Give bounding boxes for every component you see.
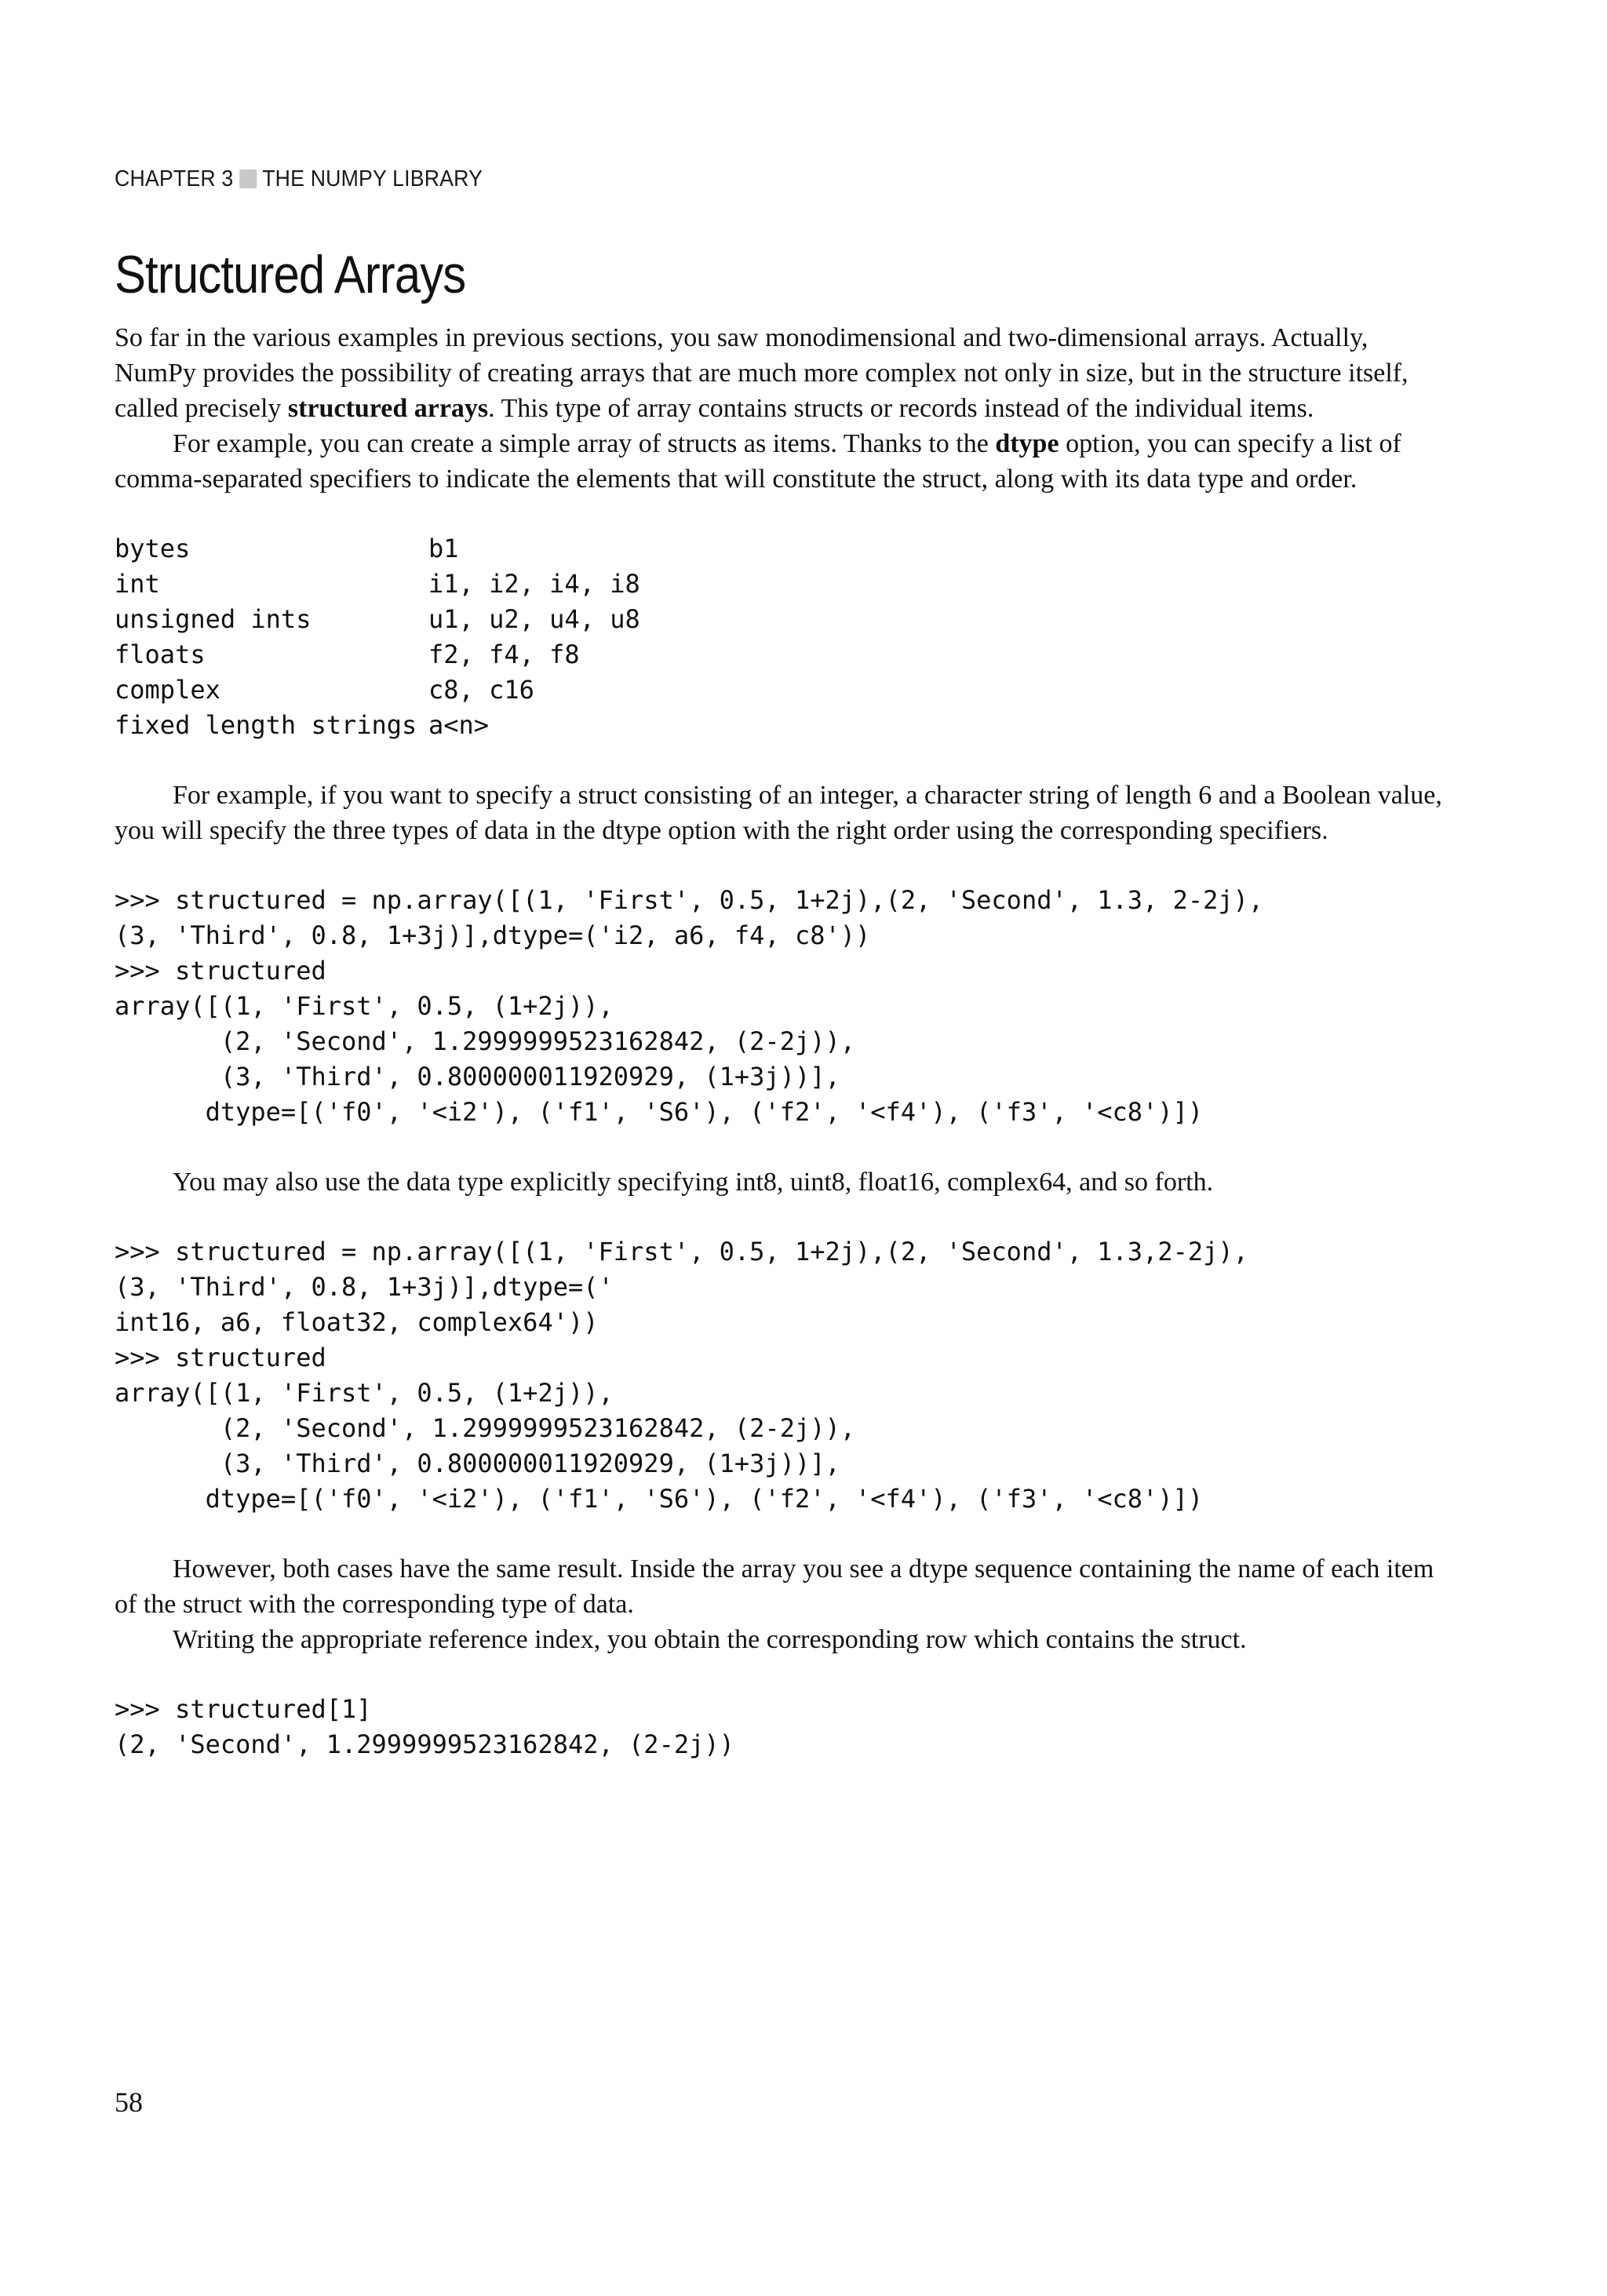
type-specifier-table xyxy=(115,531,1448,743)
paragraph-struct-example: For example, if you want to specify a struct consisting of an integer, a character string of length 6 and a Boolean value, you will specify the three types of data in the dtype option with the right order using the corresponding specifiers. xyxy=(115,781,1442,845)
type-name: int xyxy=(115,569,160,599)
type-name: floats xyxy=(115,640,206,669)
type-name: bytes xyxy=(115,534,191,563)
code-block-2: >>> structured = np.array([(1, 'First', 0.5, 1+2j),(2, 'Second', 1.3,2-2j), (3, 'Third', 0.8, 1+3j)],dtype=(' int16, a6, float32, complex64')) >>> structured array([(1, 'First', 0.5, (1+2j)), (2, 'Second', 1.2999999523162842, (2-2j)), (3, 'Third', 0.800000011920929, (1+3j))], dtype=[('f0', '<i2'), ('f1', 'S6'), ('f2', '<f4'), ('f3', '<c8')]) xyxy=(115,1237,1248,1514)
code-block-1: >>> structured = np.array([(1, 'First', 0.5, 1+2j),(2, 'Second', 1.3, 2-2j), (3, 'Third', 0.8, 1+3j)],dtype=('i2, a6, f4, c8')) >>> structured array([(1, 'First', 0.5, (1+2j)), (2, 'Second', 1.2999999523162842, (2-2j)), (3, 'Third', 0.800000011920929, (1+3j))], dtype=[('f0', '<i2'), ('f1', 'S6'), ('f2', '<f4'), ('f3', '<c8')]) xyxy=(115,885,1264,1127)
running-header xyxy=(115,163,1342,195)
header-separator-square xyxy=(239,169,257,188)
type-codes: b1 xyxy=(428,534,459,563)
code-block-3: >>> structured[1] (2, 'Second', 1.2999999523162842, (2-2j)) xyxy=(115,1694,734,1759)
type-codes: a<n> xyxy=(428,710,490,740)
paragraph-same-result: However, both cases have the same result. Inside the array you see a dtype sequence containing the name of each item of the struct with the corresponding type of data. xyxy=(115,1554,1434,1619)
page-content xyxy=(115,163,1448,1762)
section-title: Structured Arrays xyxy=(115,245,466,304)
paragraph-explicit-types: You may also use the data type explicitly specifying int8, uint8, float16, complex64, and so forth. xyxy=(173,1168,1214,1197)
page-number: 58 xyxy=(115,2086,143,2118)
type-codes: c8, c16 xyxy=(428,675,534,705)
paragraph-reference-index: Writing the appropriate reference index, you obtain the corresponding row which contains the struct. xyxy=(173,1625,1247,1654)
type-codes: f2, f4, f8 xyxy=(428,640,580,669)
bold-term-dtype: dtype xyxy=(995,429,1059,458)
paragraph-dtype: For example, you can create a simple array of structs as items. Thanks to the dtype option, you can specify a list of comma-separated specifiers to indicate the elements that will constitute the struct, along with its data type and order. xyxy=(115,429,1401,494)
type-codes: u1, u2, u4, u8 xyxy=(428,604,640,634)
chapter-label: CHAPTER 3 xyxy=(115,166,234,191)
bold-term-structured-arrays: structured arrays xyxy=(287,394,489,423)
paragraph-intro: So far in the various examples in previous sections, you saw monodimensional and two-dimensional arrays. Actually, NumPy provides the possibility of creating arrays that are much more complex not only in size, but in the structure itself, called precisely structured arrays. This type of array contains structs or records instead of the individual items. xyxy=(115,323,1408,423)
section-label: THE NUMPY LIBRARY xyxy=(262,166,483,191)
type-name: fixed length strings xyxy=(115,710,417,740)
type-codes: i1, i2, i4, i8 xyxy=(428,569,640,599)
type-name: unsigned ints xyxy=(115,604,312,634)
type-name: complex xyxy=(115,675,220,705)
